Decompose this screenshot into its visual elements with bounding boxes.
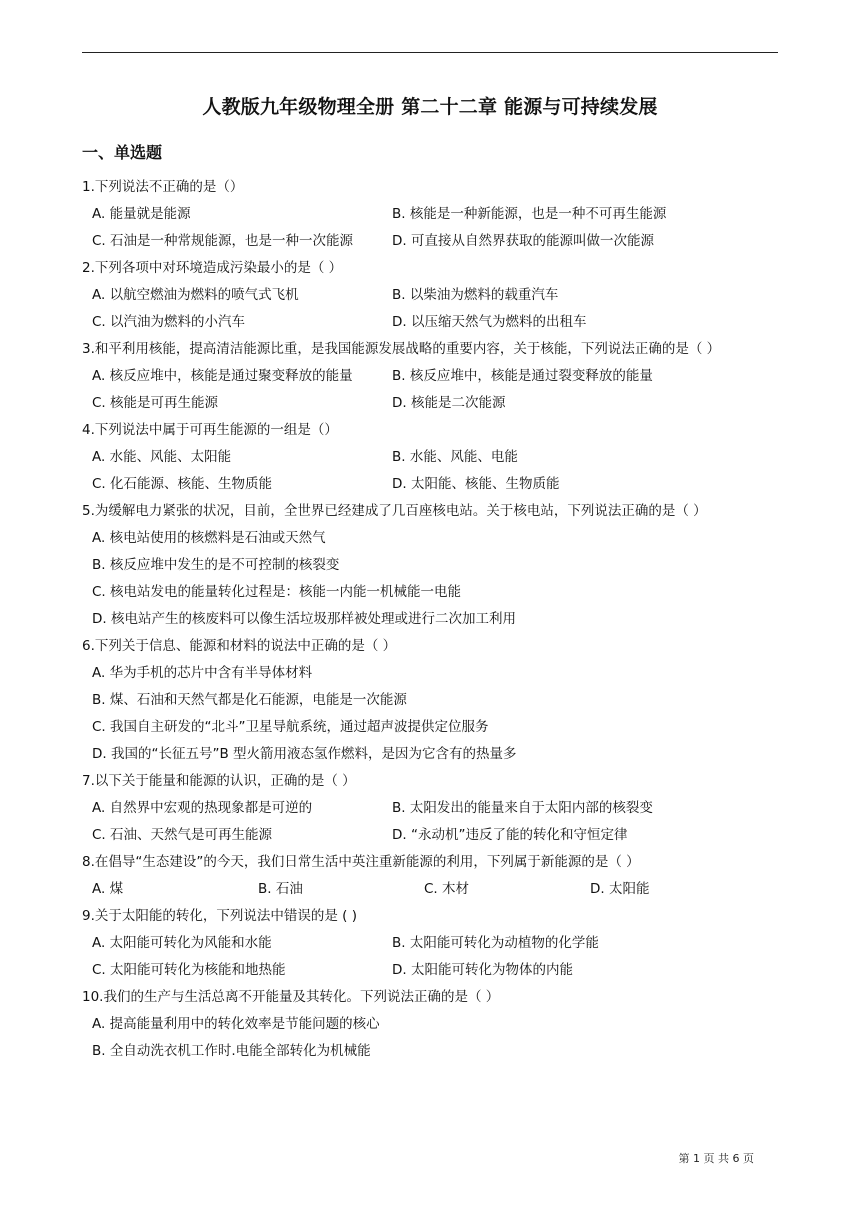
answer-option[interactable]: C. 木材 [424,881,470,897]
question-item [82,984,778,1065]
question-item [82,849,778,903]
answer-option[interactable]: D. 核能是二次能源 [392,395,506,411]
answer-option[interactable]: C. 太阳能可转化为核能和地热能 [92,962,286,978]
question-item [82,417,778,498]
question-item [82,498,778,633]
option-row [82,1038,778,1065]
question-item [82,336,778,417]
question-stem: 7.以下关于能量和能源的认识，正确的是（ ） [82,773,356,789]
option-row [82,525,778,552]
answer-option[interactable]: A. 煤 [92,881,124,897]
question-item [82,255,778,336]
option-row [82,930,778,957]
answer-option[interactable]: B. 太阳发出的能量来自于太阳内部的核裂变 [392,800,653,816]
answer-option[interactable]: D. 太阳能可转化为物体的内能 [392,962,573,978]
answer-option[interactable]: C. 核电站发电的能量转化过程是：核能一内能一机械能一电能 [92,584,462,600]
question-stem: 4.下列说法中属于可再生能源的一组是（） [82,422,338,438]
question-stem: 2.下列各项中对环境造成污染最小的是（ ） [82,260,343,276]
option-row [82,795,778,822]
answer-option[interactable]: A. 太阳能可转化为风能和水能 [92,935,272,951]
answer-option[interactable]: D. “永动机”违反了能的转化和守恒定律 [392,827,628,843]
answer-option[interactable]: B. 核反应堆中，核能是通过裂变释放的能量 [392,368,653,384]
option-row [82,282,778,309]
question-stem: 3.和平利用核能，提高清洁能源比重，是我国能源发展战略的重要内容，关于核能，下列说法正确的是（ ） [82,341,721,357]
option-row [82,444,778,471]
answer-option[interactable]: D. 可直接从自然界获取的能源叫做一次能源 [392,233,654,249]
option-row [82,606,778,633]
question-stem: 6.下列关于信息、能源和材料的说法中正确的是（ ） [82,638,397,654]
answer-option[interactable]: A. 以航空燃油为燃料的喷气式飞机 [92,287,299,303]
question-item [82,633,778,768]
answer-option[interactable]: A. 核电站使用的核燃料是石油或天然气 [92,530,326,546]
question-stem: 9.关于太阳能的转化，下列说法中错误的是 ( ) [82,908,357,924]
answer-option[interactable]: C. 以汽油为燃料的小汽车 [92,314,246,330]
section-heading: 一、单选题 [82,143,163,162]
option-row [82,228,778,255]
answer-option[interactable]: A. 提高能量利用中的转化效率是节能问题的核心 [92,1016,380,1032]
answer-option[interactable]: C. 石油、天然气是可再生能源 [92,827,273,843]
option-row [82,660,778,687]
answer-option[interactable]: B. 煤、石油和天然气都是化石能源，电能是一次能源 [92,692,407,708]
question-item [82,768,778,849]
answer-option[interactable]: B. 以柴油为燃料的载重汽车 [392,287,559,303]
answer-option[interactable]: B. 水能、风能、电能 [392,449,518,465]
answer-option[interactable]: A. 水能、风能、太阳能 [92,449,232,465]
answer-option[interactable]: A. 华为手机的芯片中含有半导体材料 [92,665,313,681]
option-row [82,390,778,417]
answer-option[interactable]: C. 化石能源、核能、生物质能 [92,476,273,492]
answer-option[interactable]: D. 我国的“长征五号”B 型火箭用液态氢作燃料，是因为它含有的热量多 [92,746,517,762]
answer-option[interactable]: B. 太阳能可转化为动植物的化学能 [392,935,599,951]
option-row [82,201,778,228]
option-row [82,579,778,606]
option-row [82,1011,778,1038]
answer-option[interactable]: C. 核能是可再生能源 [92,395,219,411]
option-row [82,741,778,768]
option-row [82,471,778,498]
option-row [82,876,778,903]
answer-option[interactable]: D. 以压缩天然气为燃料的出租车 [392,314,587,330]
answer-option[interactable]: B. 石油 [258,881,303,897]
page-footer: 第 1 页 共 6 页 [678,1152,754,1165]
question-stem: 5.为缓解电力紧张的状况，目前，全世界已经建成了几百座核电站。关于核电站，下列说法正确的是（ ） [82,503,707,519]
answer-option[interactable]: C. 我国自主研发的“北斗”卫星导航系统，通过超声波提供定位服务 [92,719,489,735]
answer-option[interactable]: D. 核电站产生的核废料可以像生活垃圾那样被处理或进行二次加工利用 [92,611,516,627]
answer-option[interactable]: B. 核能是一种新能源，也是一种不可再生能源 [392,206,667,222]
answer-option[interactable]: D. 太阳能 [590,881,650,897]
answer-option[interactable]: A. 核反应堆中，核能是通过聚变释放的能量 [92,368,353,384]
option-row [82,822,778,849]
answer-option[interactable]: D. 太阳能、核能、生物质能 [392,476,560,492]
header-rule [82,52,778,53]
question-item [82,174,778,255]
answer-option[interactable]: A. 能量就是能源 [92,206,191,222]
question-stem: 8.在倡导“生态建设”的今天，我们日常生活中英注重新能源的利用，下列属于新能源的是（ ） [82,854,640,870]
answer-option[interactable]: A. 自然界中宏观的热现象都是可逆的 [92,800,313,816]
option-row [82,714,778,741]
question-stem: 10.我们的生产与生活总离不开能量及其转化。下列说法正确的是（ ） [82,989,500,1005]
option-row [82,309,778,336]
option-row [82,552,778,579]
answer-option[interactable]: B. 全自动洗衣机工作时.电能全部转化为机械能 [92,1043,371,1059]
document-title: 人教版九年级物理全册 第二十二章 能源与可持续发展 [202,96,658,118]
option-row [82,687,778,714]
question-item [82,903,778,984]
option-row [82,363,778,390]
question-stem: 1.下列说法不正确的是（） [82,179,244,195]
question-list [82,174,778,1065]
option-row [82,957,778,984]
answer-option[interactable]: B. 核反应堆中发生的是不可控制的核裂变 [92,557,340,573]
answer-option[interactable]: C. 石油是一种常规能源，也是一种一次能源 [92,233,354,249]
